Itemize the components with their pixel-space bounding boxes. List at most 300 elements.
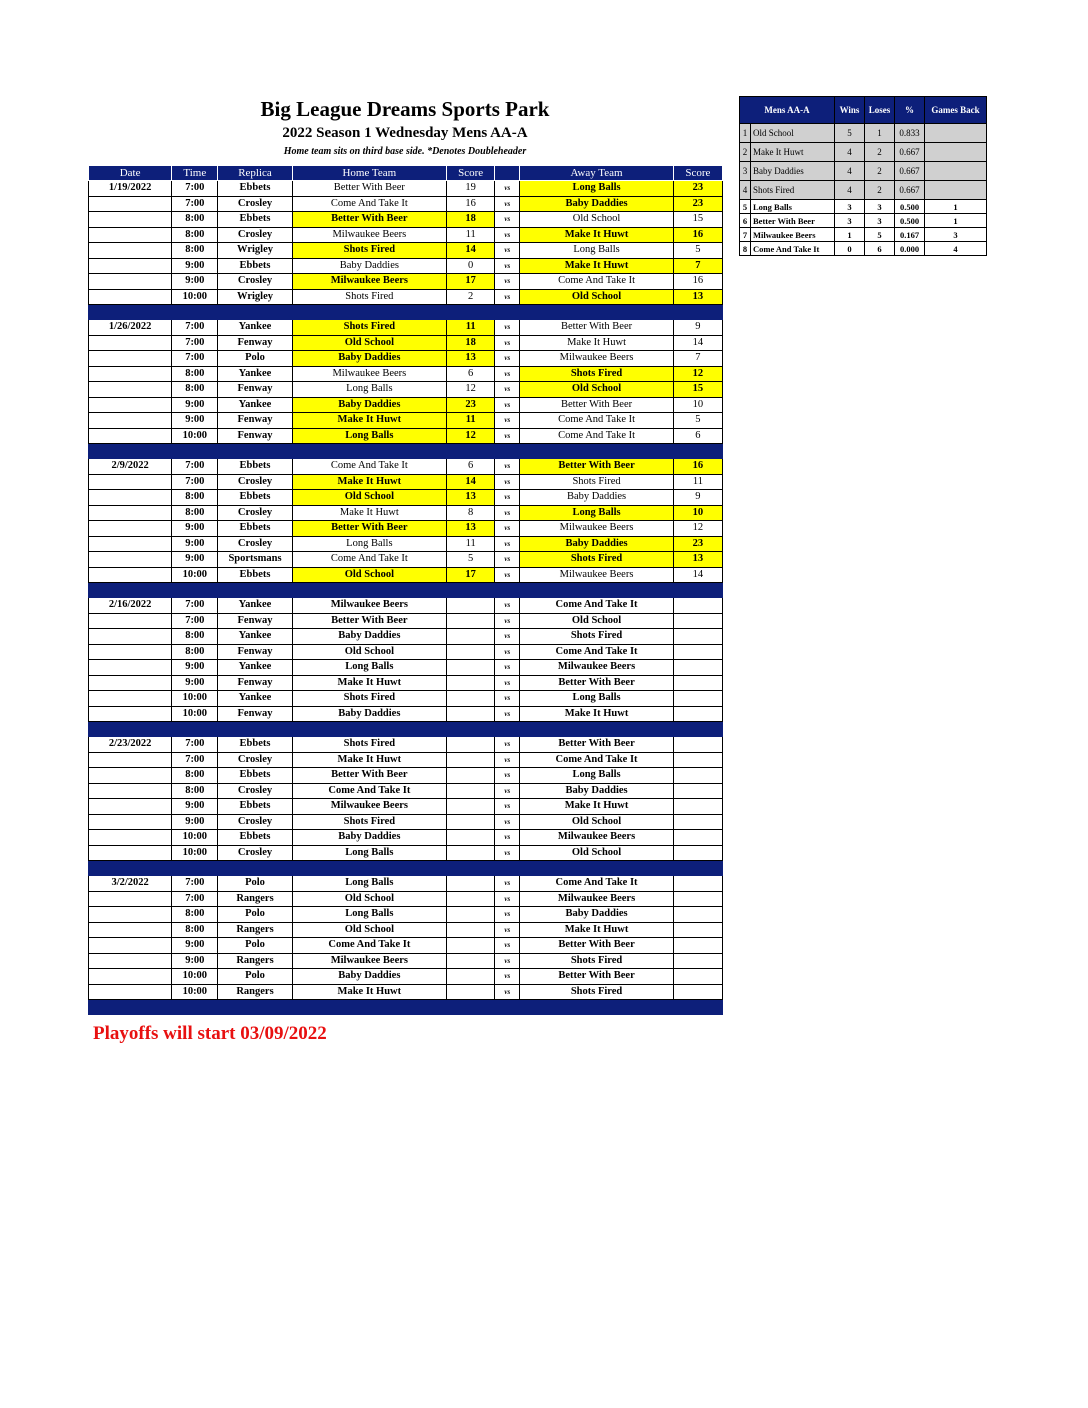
separator-cell — [172, 861, 218, 876]
game-row — [89, 181, 723, 197]
game-time: 7:00 — [172, 876, 218, 892]
home-score: 5 — [447, 552, 495, 568]
standings-row — [740, 143, 987, 162]
separator-cell — [447, 444, 495, 459]
home-score — [447, 613, 495, 629]
game-time: 10:00 — [172, 428, 218, 444]
vs-label: vs — [495, 397, 520, 413]
home-team: Better With Beer — [292, 181, 446, 197]
standings-games-back: 3 — [925, 228, 987, 242]
away-team: Come And Take It — [520, 274, 673, 290]
standings-pct: 0.667 — [895, 162, 925, 181]
vs-label: vs — [495, 196, 520, 212]
separator-cell — [495, 1000, 520, 1015]
home-team: Make It Huwt — [292, 505, 446, 521]
game-field: Ebbets — [218, 490, 292, 506]
separator-cell — [673, 583, 722, 598]
game-field: Ebbets — [218, 830, 292, 846]
game-field: Fenway — [218, 644, 292, 660]
week-separator — [89, 305, 723, 320]
vs-label: vs — [495, 274, 520, 290]
vs-label: vs — [495, 552, 520, 568]
game-row — [89, 752, 723, 768]
standings-row — [740, 228, 987, 242]
home-team: Long Balls — [292, 660, 446, 676]
away-team: Old School — [520, 289, 673, 305]
vs-label: vs — [495, 536, 520, 552]
away-team: Shots Fired — [520, 629, 673, 645]
away-team: Milwaukee Beers — [520, 351, 673, 367]
game-row — [89, 644, 723, 660]
home-team: Old School — [292, 490, 446, 506]
game-date — [89, 984, 172, 1000]
game-field: Ebbets — [218, 258, 292, 274]
standings-games-back: 1 — [925, 214, 987, 228]
page-title: Big League Dreams Sports Park — [260, 97, 550, 121]
game-field: Rangers — [218, 891, 292, 907]
home-score — [447, 953, 495, 969]
game-time: 9:00 — [172, 536, 218, 552]
separator-cell — [520, 1000, 673, 1015]
game-date — [89, 783, 172, 799]
game-row — [89, 598, 723, 614]
vs-label: vs — [495, 675, 520, 691]
home-team: Old School — [292, 567, 446, 583]
vs-label: vs — [495, 212, 520, 228]
game-row — [89, 660, 723, 676]
away-score — [673, 752, 722, 768]
game-date — [89, 289, 172, 305]
away-score — [673, 907, 722, 923]
game-date — [89, 613, 172, 629]
game-date — [89, 567, 172, 583]
header-home-team: Home Team — [292, 166, 446, 181]
standings-pct: 0.167 — [895, 228, 925, 242]
standings-rank: 3 — [740, 162, 751, 181]
home-score: 11 — [447, 536, 495, 552]
game-row — [89, 196, 723, 212]
away-team: Come And Take It — [520, 598, 673, 614]
home-score: 13 — [447, 521, 495, 537]
vs-label: vs — [495, 984, 520, 1000]
vs-label: vs — [495, 366, 520, 382]
vs-label: vs — [495, 691, 520, 707]
vs-label: vs — [495, 969, 520, 985]
home-team: Better With Beer — [292, 613, 446, 629]
home-team: Old School — [292, 335, 446, 351]
standings-wins: 5 — [835, 124, 865, 143]
game-time: 8:00 — [172, 644, 218, 660]
game-time: 9:00 — [172, 521, 218, 537]
away-score: 5 — [673, 243, 722, 259]
away-score: 13 — [673, 289, 722, 305]
home-team: Long Balls — [292, 536, 446, 552]
home-score: 18 — [447, 335, 495, 351]
away-team: Come And Take It — [520, 876, 673, 892]
standings-games-back: 1 — [925, 200, 987, 214]
separator-cell — [520, 305, 673, 320]
home-score — [447, 830, 495, 846]
home-team: Make It Huwt — [292, 984, 446, 1000]
game-time: 7:00 — [172, 598, 218, 614]
game-field: Yankee — [218, 629, 292, 645]
game-time: 9:00 — [172, 799, 218, 815]
home-team: Baby Daddies — [292, 969, 446, 985]
separator-cell — [447, 722, 495, 737]
standings-games-back: 4 — [925, 242, 987, 256]
away-team: Come And Take It — [520, 413, 673, 429]
game-time: 7:00 — [172, 752, 218, 768]
playoffs-notice: Playoffs will start 03/09/2022 — [93, 1023, 327, 1044]
away-team: Old School — [520, 212, 673, 228]
vs-label: vs — [495, 320, 520, 336]
away-team: Milwaukee Beers — [520, 830, 673, 846]
home-team: Long Balls — [292, 428, 446, 444]
away-team: Come And Take It — [520, 752, 673, 768]
vs-label: vs — [495, 413, 520, 429]
game-date — [89, 845, 172, 861]
home-score: 12 — [447, 382, 495, 398]
home-team: Milwaukee Beers — [292, 227, 446, 243]
home-team: Milwaukee Beers — [292, 799, 446, 815]
game-row — [89, 474, 723, 490]
game-field: Crosley — [218, 196, 292, 212]
game-field: Ebbets — [218, 768, 292, 784]
away-team: Milwaukee Beers — [520, 660, 673, 676]
standings-losses: 3 — [865, 214, 895, 228]
vs-label: vs — [495, 598, 520, 614]
standings-team: Long Balls — [751, 200, 835, 214]
away-score — [673, 644, 722, 660]
game-row — [89, 212, 723, 228]
home-score: 19 — [447, 181, 495, 197]
standings-team: Come And Take It — [751, 242, 835, 256]
separator-cell — [520, 722, 673, 737]
home-score: 18 — [447, 212, 495, 228]
home-team: Long Balls — [292, 907, 446, 923]
standings-games-back — [925, 162, 987, 181]
game-date — [89, 397, 172, 413]
standings-row — [740, 242, 987, 256]
standings-losses: 6 — [865, 242, 895, 256]
game-date: 2/9/2022 — [89, 459, 172, 475]
separator-cell — [292, 583, 446, 598]
standings-pct: 0.833 — [895, 124, 925, 143]
away-score: 7 — [673, 351, 722, 367]
standings-pct: 0.500 — [895, 200, 925, 214]
away-score — [673, 675, 722, 691]
vs-label: vs — [495, 907, 520, 923]
game-time: 8:00 — [172, 629, 218, 645]
game-field: Polo — [218, 938, 292, 954]
game-time: 8:00 — [172, 212, 218, 228]
home-score: 0 — [447, 258, 495, 274]
standings-losses: 3 — [865, 200, 895, 214]
game-row — [89, 814, 723, 830]
header-away-team: Away Team — [520, 166, 673, 181]
header-home-score: Score — [447, 166, 495, 181]
away-score: 11 — [673, 474, 722, 490]
away-score: 5 — [673, 413, 722, 429]
away-team: Old School — [520, 845, 673, 861]
standings-wins: 4 — [835, 162, 865, 181]
vs-label: vs — [495, 876, 520, 892]
game-date — [89, 768, 172, 784]
separator-cell — [172, 583, 218, 598]
game-date: 2/16/2022 — [89, 598, 172, 614]
standings-header-wins: Wins — [835, 97, 865, 124]
vs-label: vs — [495, 706, 520, 722]
game-time: 7:00 — [172, 196, 218, 212]
home-team: Old School — [292, 644, 446, 660]
vs-label: vs — [495, 752, 520, 768]
away-team: Make It Huwt — [520, 258, 673, 274]
game-field: Fenway — [218, 675, 292, 691]
game-date — [89, 335, 172, 351]
home-team: Shots Fired — [292, 320, 446, 336]
game-field: Ebbets — [218, 181, 292, 197]
game-row — [89, 413, 723, 429]
away-team: Shots Fired — [520, 474, 673, 490]
game-field: Ebbets — [218, 459, 292, 475]
standings-pct: 0.500 — [895, 214, 925, 228]
game-row — [89, 907, 723, 923]
separator-cell — [89, 722, 172, 737]
game-field: Crosley — [218, 536, 292, 552]
home-score: 11 — [447, 413, 495, 429]
away-score: 7 — [673, 258, 722, 274]
game-date — [89, 413, 172, 429]
game-row — [89, 969, 723, 985]
away-team: Better With Beer — [520, 737, 673, 753]
away-score — [673, 845, 722, 861]
game-time: 7:00 — [172, 891, 218, 907]
game-row — [89, 984, 723, 1000]
game-time: 9:00 — [172, 413, 218, 429]
game-date — [89, 830, 172, 846]
game-field: Yankee — [218, 320, 292, 336]
game-field: Yankee — [218, 397, 292, 413]
home-score — [447, 891, 495, 907]
home-team: Shots Fired — [292, 243, 446, 259]
away-team: Make It Huwt — [520, 922, 673, 938]
separator-cell — [292, 722, 446, 737]
away-team: Come And Take It — [520, 428, 673, 444]
home-team: Come And Take It — [292, 552, 446, 568]
standings-wins: 3 — [835, 214, 865, 228]
home-score — [447, 598, 495, 614]
game-field: Crosley — [218, 752, 292, 768]
home-score — [447, 644, 495, 660]
header-away-score: Score — [673, 166, 722, 181]
away-team: Old School — [520, 613, 673, 629]
game-row — [89, 799, 723, 815]
separator-cell — [673, 861, 722, 876]
game-date — [89, 243, 172, 259]
header-date: Date — [89, 166, 172, 181]
game-date — [89, 953, 172, 969]
week-separator — [89, 722, 723, 737]
home-team: Baby Daddies — [292, 629, 446, 645]
away-team: Long Balls — [520, 505, 673, 521]
vs-label: vs — [495, 737, 520, 753]
home-team: Long Balls — [292, 382, 446, 398]
game-time: 8:00 — [172, 768, 218, 784]
standings-losses: 2 — [865, 162, 895, 181]
away-team: Make It Huwt — [520, 706, 673, 722]
standings-rank: 1 — [740, 124, 751, 143]
game-row — [89, 243, 723, 259]
home-team: Come And Take It — [292, 196, 446, 212]
game-time: 10:00 — [172, 691, 218, 707]
away-score: 23 — [673, 196, 722, 212]
home-score — [447, 876, 495, 892]
game-date — [89, 258, 172, 274]
separator-cell — [447, 1000, 495, 1015]
away-team: Shots Fired — [520, 984, 673, 1000]
home-team: Make It Huwt — [292, 413, 446, 429]
away-score: 10 — [673, 397, 722, 413]
game-date — [89, 799, 172, 815]
away-team: Make It Huwt — [520, 227, 673, 243]
standings-wins: 4 — [835, 181, 865, 200]
game-row — [89, 382, 723, 398]
game-time: 8:00 — [172, 907, 218, 923]
vs-label: vs — [495, 474, 520, 490]
away-score: 12 — [673, 366, 722, 382]
title-block — [88, 96, 722, 159]
game-field: Polo — [218, 969, 292, 985]
game-field: Crosley — [218, 227, 292, 243]
game-date: 1/19/2022 — [89, 181, 172, 197]
vs-label: vs — [495, 644, 520, 660]
game-row — [89, 428, 723, 444]
vs-label: vs — [495, 613, 520, 629]
home-score — [447, 752, 495, 768]
home-score — [447, 984, 495, 1000]
separator-cell — [218, 722, 292, 737]
game-field: Fenway — [218, 706, 292, 722]
away-team: Baby Daddies — [520, 907, 673, 923]
game-field: Ebbets — [218, 567, 292, 583]
away-team: Better With Beer — [520, 320, 673, 336]
game-row — [89, 459, 723, 475]
game-time: 9:00 — [172, 953, 218, 969]
standings-losses: 5 — [865, 228, 895, 242]
standings-rank: 6 — [740, 214, 751, 228]
home-team: Come And Take It — [292, 783, 446, 799]
away-team: Better With Beer — [520, 397, 673, 413]
away-score: 9 — [673, 490, 722, 506]
separator-cell — [495, 861, 520, 876]
game-row — [89, 922, 723, 938]
home-team: Better With Beer — [292, 768, 446, 784]
game-row — [89, 335, 723, 351]
game-time: 8:00 — [172, 505, 218, 521]
home-score — [447, 675, 495, 691]
game-field: Wrigley — [218, 289, 292, 305]
home-score: 23 — [447, 397, 495, 413]
home-team: Make It Huwt — [292, 675, 446, 691]
home-score: 14 — [447, 243, 495, 259]
separator-cell — [172, 305, 218, 320]
game-field: Ebbets — [218, 521, 292, 537]
home-team: Better With Beer — [292, 521, 446, 537]
game-row — [89, 397, 723, 413]
separator-cell — [292, 444, 446, 459]
home-score — [447, 799, 495, 815]
home-team: Come And Take It — [292, 459, 446, 475]
game-row — [89, 845, 723, 861]
game-field: Crosley — [218, 783, 292, 799]
away-score — [673, 613, 722, 629]
game-field: Fenway — [218, 428, 292, 444]
game-date — [89, 922, 172, 938]
game-row — [89, 675, 723, 691]
away-score — [673, 768, 722, 784]
game-date — [89, 521, 172, 537]
away-score: 12 — [673, 521, 722, 537]
separator-cell — [673, 722, 722, 737]
game-row — [89, 536, 723, 552]
away-score: 15 — [673, 212, 722, 228]
game-time: 10:00 — [172, 830, 218, 846]
game-date — [89, 891, 172, 907]
game-time: 9:00 — [172, 675, 218, 691]
standings-header-row — [740, 97, 987, 124]
game-row — [89, 567, 723, 583]
separator-cell — [218, 583, 292, 598]
separator-cell — [673, 444, 722, 459]
home-score: 17 — [447, 567, 495, 583]
game-row — [89, 783, 723, 799]
page-subtitle: 2022 Season 1 Wednesday Mens AA-A — [282, 125, 528, 141]
away-team: Better With Beer — [520, 969, 673, 985]
header-replica: Replica — [218, 166, 292, 181]
away-score — [673, 691, 722, 707]
away-team: Better With Beer — [520, 459, 673, 475]
separator-cell — [520, 444, 673, 459]
home-team: Old School — [292, 891, 446, 907]
separator-cell — [495, 444, 520, 459]
standings-losses: 2 — [865, 181, 895, 200]
standings-games-back — [925, 181, 987, 200]
game-time: 7:00 — [172, 474, 218, 490]
standings-team: Better With Beer — [751, 214, 835, 228]
vs-label: vs — [495, 799, 520, 815]
separator-cell — [447, 861, 495, 876]
home-score — [447, 938, 495, 954]
game-time: 9:00 — [172, 274, 218, 290]
away-team: Milwaukee Beers — [520, 521, 673, 537]
vs-label: vs — [495, 629, 520, 645]
game-field: Fenway — [218, 613, 292, 629]
home-score: 12 — [447, 428, 495, 444]
week-separator — [89, 1000, 723, 1015]
game-time: 8:00 — [172, 227, 218, 243]
standings-rank: 4 — [740, 181, 751, 200]
standings-wins: 0 — [835, 242, 865, 256]
home-team: Shots Fired — [292, 737, 446, 753]
game-time: 10:00 — [172, 969, 218, 985]
game-date — [89, 505, 172, 521]
standings-wins: 1 — [835, 228, 865, 242]
home-score — [447, 768, 495, 784]
game-row — [89, 289, 723, 305]
away-score — [673, 922, 722, 938]
home-score: 11 — [447, 227, 495, 243]
standings-games-back — [925, 143, 987, 162]
